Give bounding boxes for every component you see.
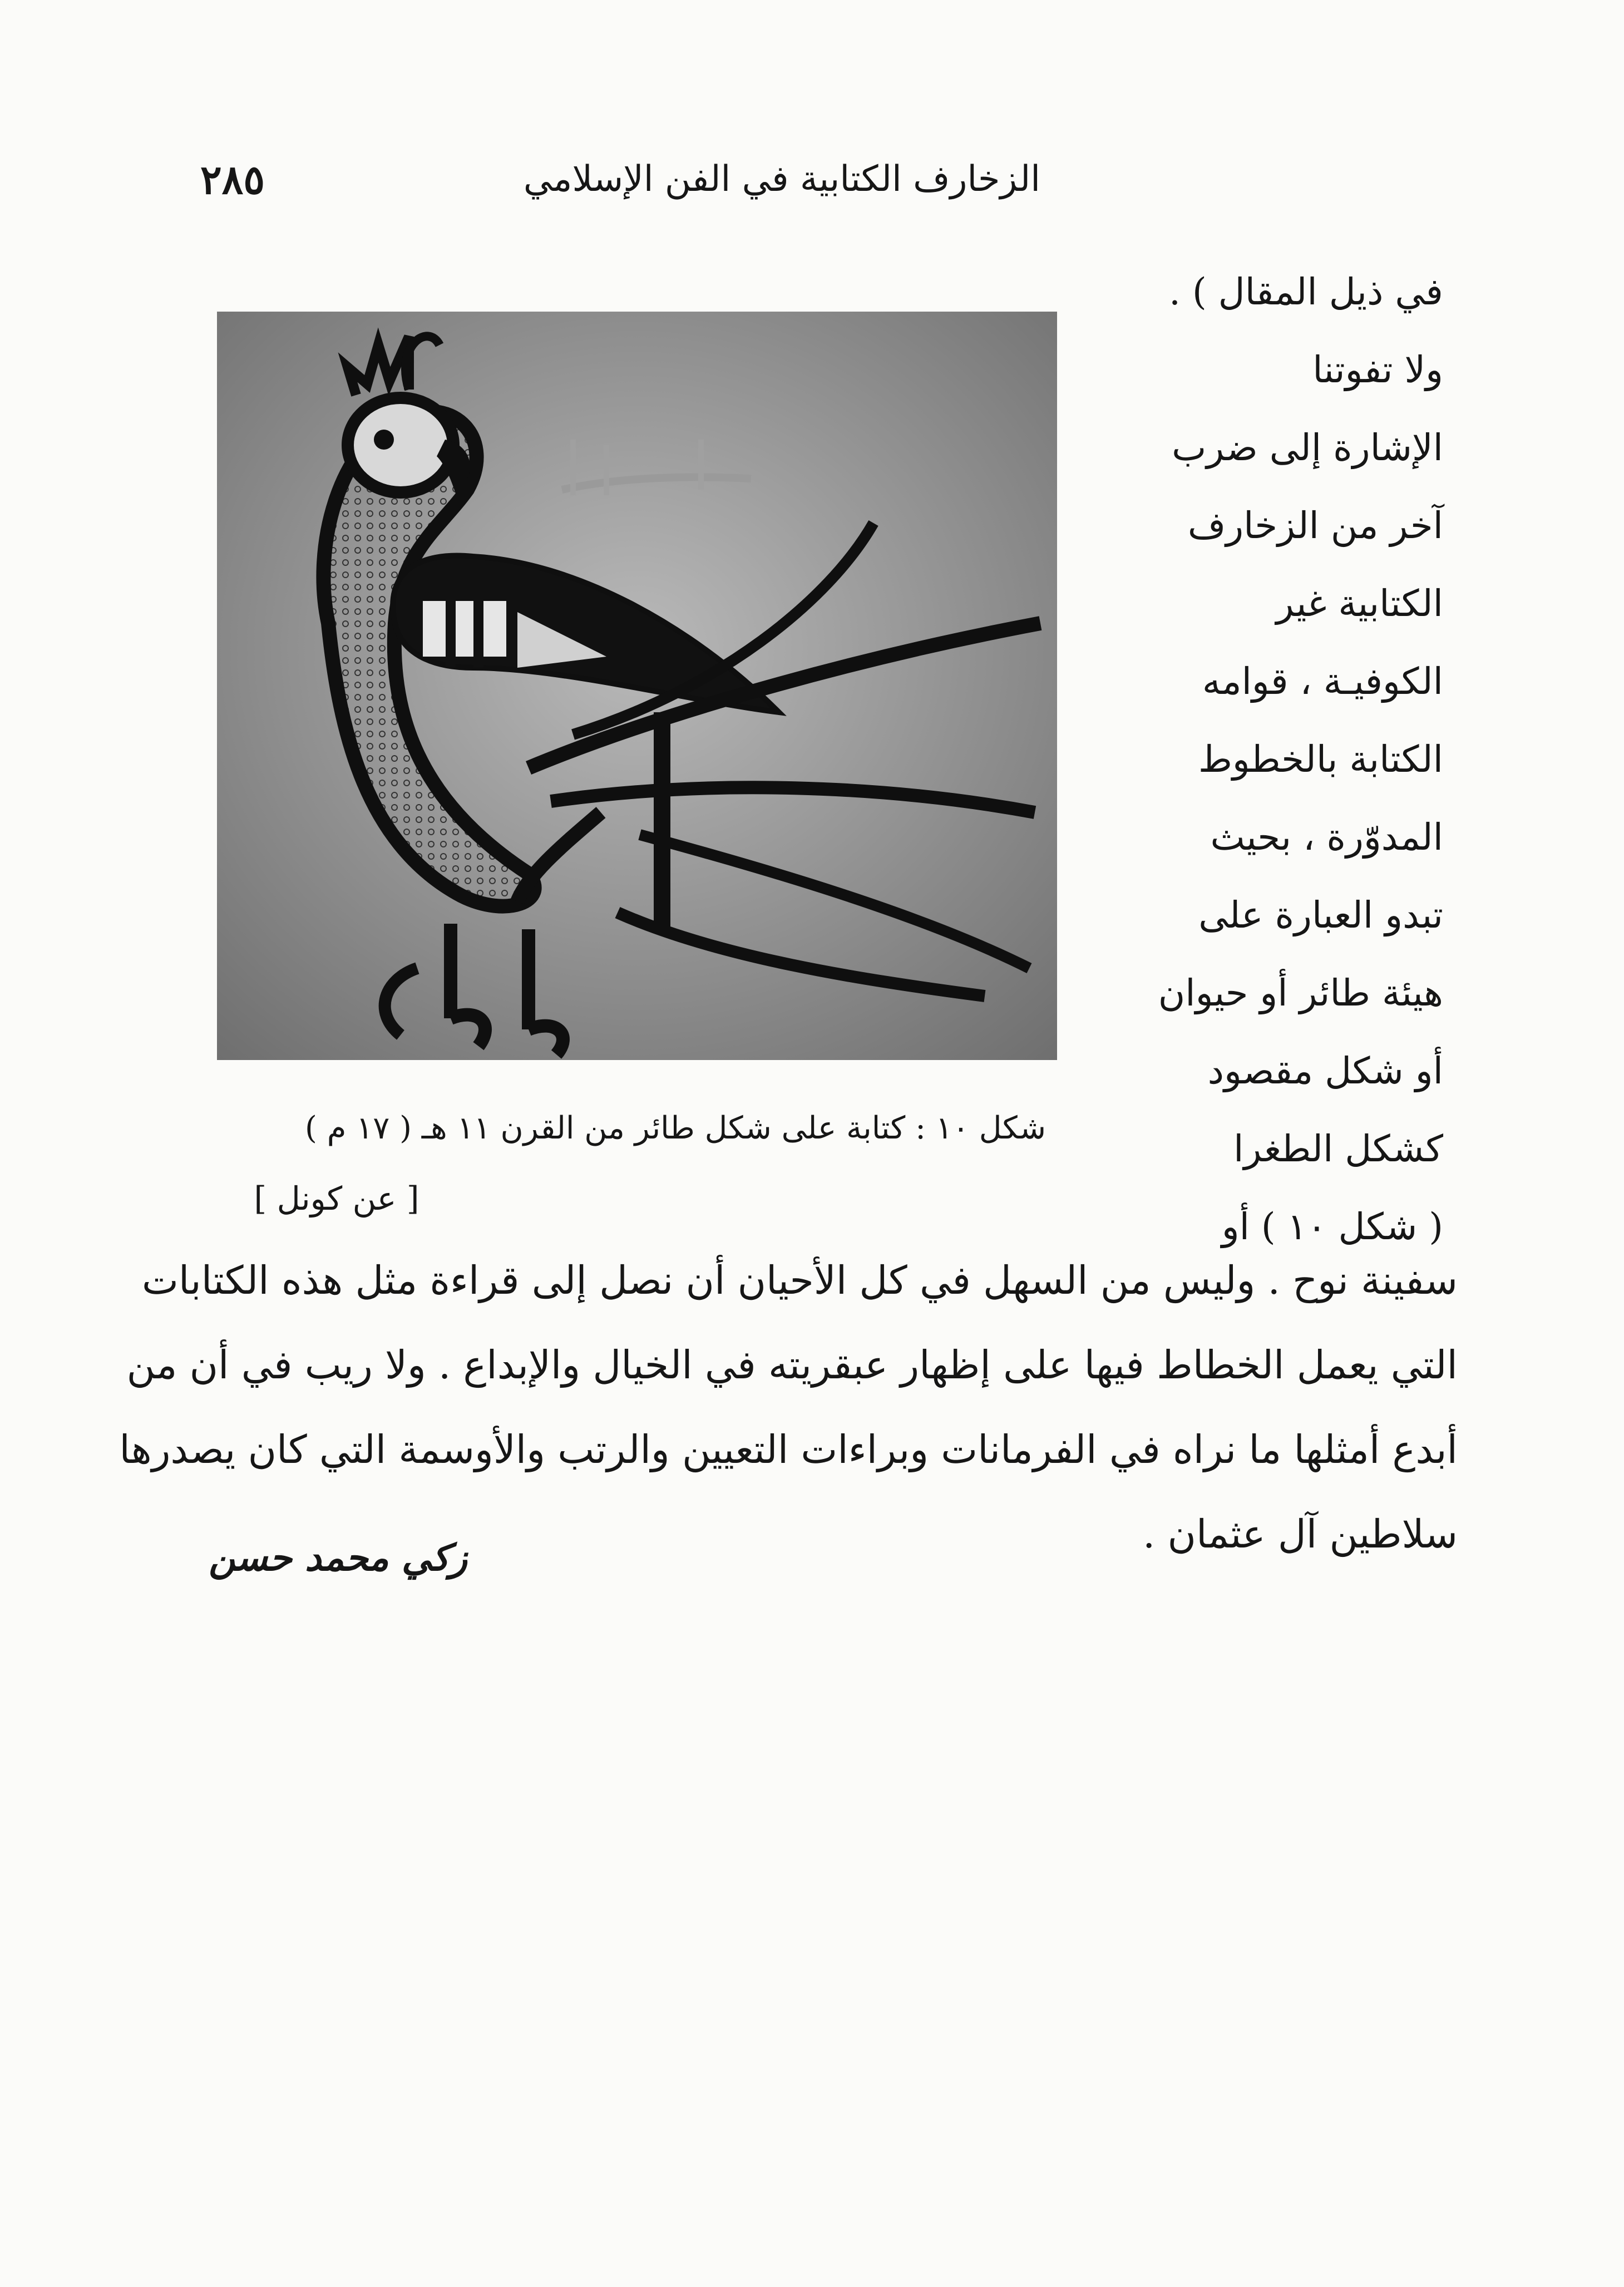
side-line: الكوفيـة ، قوامه bbox=[1202, 660, 1443, 703]
bird-calligraphy-illustration bbox=[217, 312, 1057, 1060]
side-line: في ذيل المقال ) . bbox=[1168, 270, 1443, 313]
side-line: ( شكل ١٠ ) أو bbox=[1221, 1205, 1443, 1248]
side-line: أو شكل مقصود bbox=[1207, 1049, 1443, 1092]
page-number: ٢٨٥ bbox=[200, 156, 265, 203]
body-line: سلاطين آل عثمان . bbox=[1143, 1511, 1458, 1557]
side-line: كشكل الطغرا bbox=[1233, 1127, 1443, 1170]
author-signature: زكي محمد حسن bbox=[209, 1536, 467, 1579]
body-line: سفينة نوح . وليس من السهل في كل الأحيان أن نصل إلى قراءة مثل هذه الكتابات bbox=[142, 1258, 1458, 1303]
body-line: التي يعمل الخطاط فيها على إظهار عبقريته في الخيال والإبداع . ولا ريب في أن من bbox=[126, 1342, 1458, 1388]
side-line: الكتابة بالخطوط bbox=[1198, 738, 1443, 781]
side-line: الإشارة إلى ضرب bbox=[1172, 426, 1443, 469]
side-line: تبدو العبارة على bbox=[1198, 894, 1443, 937]
side-line: المدوّرة ، بحيث bbox=[1210, 816, 1443, 859]
figure-caption: شكل ١٠ : كتابة على شكل طائر من القرن ١١ هـ ( ١٧ م ) bbox=[305, 1110, 1046, 1146]
body-line: أبدع أمثلها ما نراه في الفرمانات وبراءات التعيين والرتب والأوسمة التي كان يصدرها bbox=[119, 1427, 1458, 1472]
side-line: هيئة طائر أو حيوان bbox=[1158, 972, 1443, 1014]
side-text-column bbox=[1087, 253, 1443, 1266]
side-line: ولا تفوتنا bbox=[1312, 348, 1443, 391]
side-line: آخر من الزخارف bbox=[1187, 504, 1443, 547]
side-line: الكتابية غير bbox=[1276, 582, 1443, 625]
body-paragraph bbox=[119, 1238, 1458, 1576]
running-header-title: الزخارف الكتابية في الفن الإسلامي bbox=[523, 159, 1040, 200]
figure-credit: [ عن كونل ] bbox=[254, 1180, 419, 1218]
calligraphy-bird-figure bbox=[217, 312, 1057, 1060]
